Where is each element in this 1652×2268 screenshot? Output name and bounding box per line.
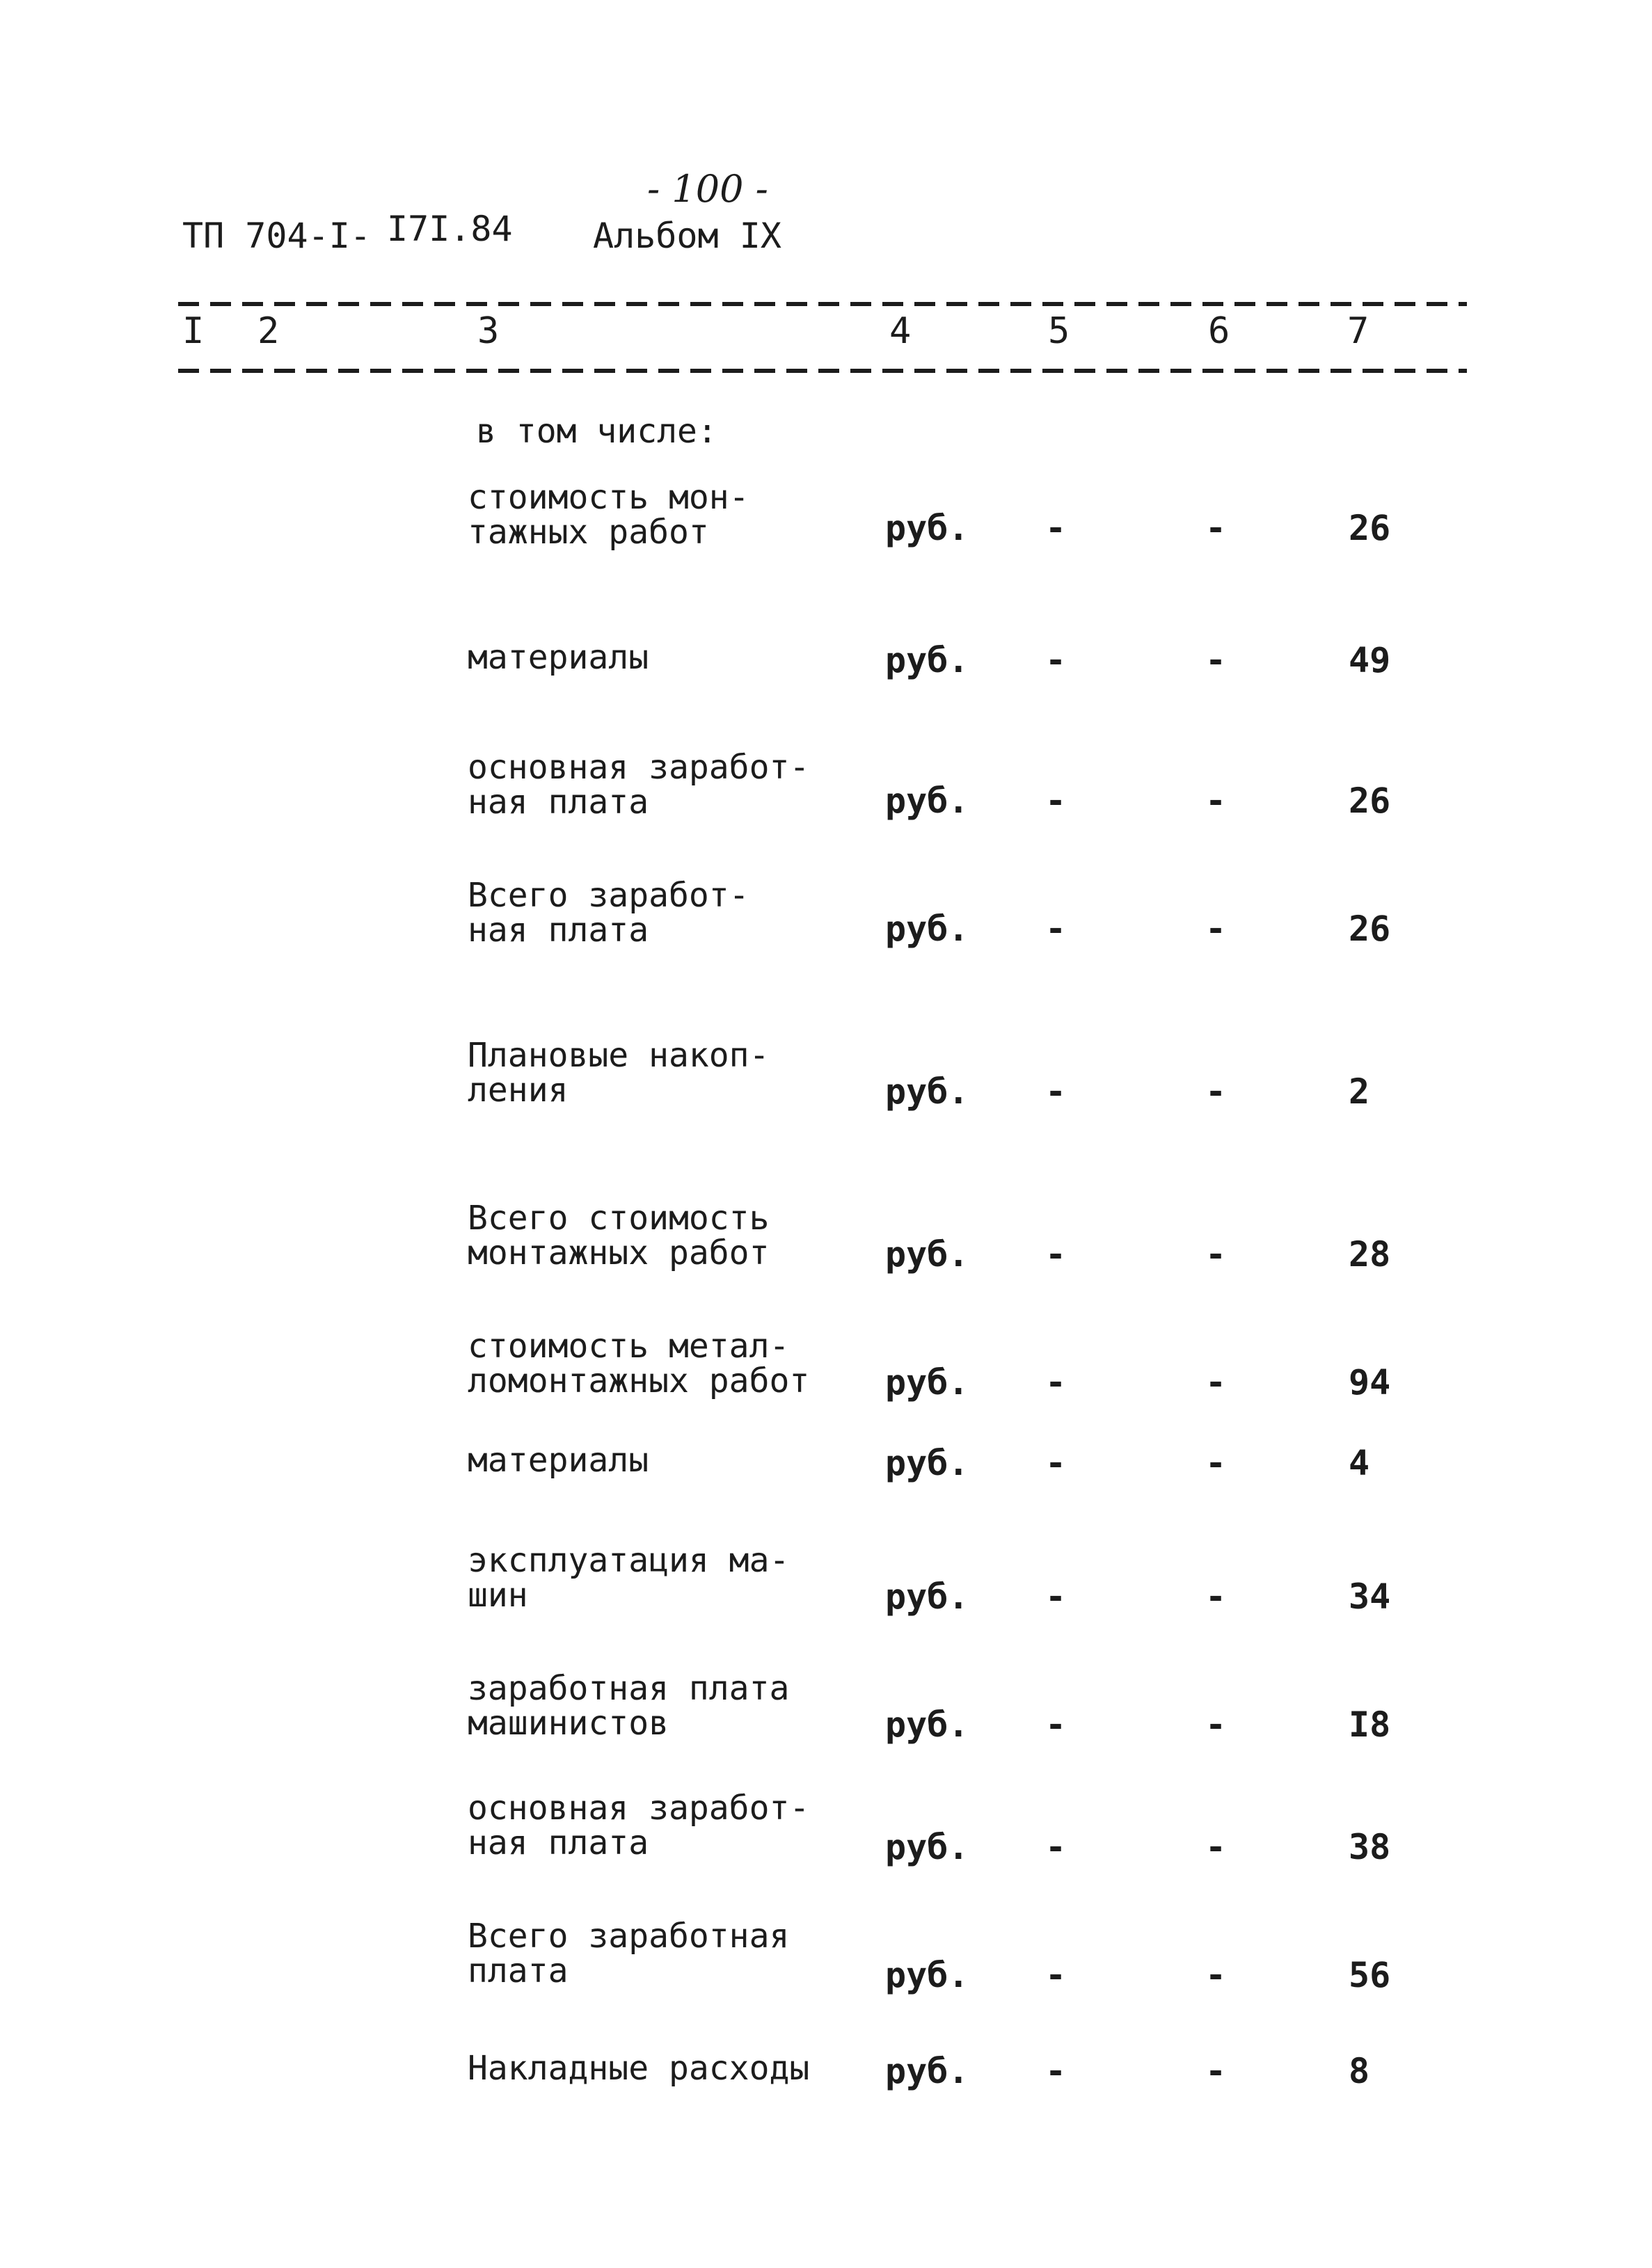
unit-cell: руб. (885, 909, 969, 949)
column-6-cell: - (1205, 1362, 1227, 1403)
column-number-5: 5 (1048, 310, 1070, 352)
value-cell: 56 (1349, 1955, 1391, 1995)
value-cell: I8 (1349, 1704, 1391, 1745)
column-5-cell: - (1045, 640, 1067, 680)
column-6-cell: - (1205, 1234, 1227, 1275)
unit-cell: руб. (885, 1362, 969, 1403)
document-number: I7I.84 (387, 209, 513, 249)
column-6-cell: - (1205, 1704, 1227, 1745)
value-cell: 26 (1349, 909, 1391, 949)
item-label: Всего стоимость монтажных работ (468, 1199, 770, 1272)
column-5-cell: - (1045, 1071, 1067, 1112)
column-5-cell: - (1045, 1576, 1067, 1617)
item-label: стоимость метал- ломонтажных работ (468, 1327, 810, 1400)
column-5-cell: - (1045, 1827, 1067, 1867)
unit-cell: руб. (885, 508, 969, 548)
value-cell: 4 (1349, 1443, 1370, 1483)
column-5-cell: - (1045, 2051, 1067, 2091)
item-label: Всего заработ- ная плата (468, 876, 749, 950)
document-code: ТП 704-I- (182, 216, 371, 256)
value-cell: 28 (1349, 1234, 1391, 1275)
intro-text: в том числе: (476, 412, 717, 451)
column-5-cell: - (1045, 508, 1067, 548)
item-label: Накладные расходы (468, 2049, 810, 2088)
column-5-cell: - (1045, 1362, 1067, 1403)
value-cell: 26 (1349, 781, 1391, 821)
column-6-cell: - (1205, 508, 1227, 548)
unit-cell: руб. (885, 1576, 969, 1617)
unit-cell: руб. (885, 1443, 969, 1483)
column-6-cell: - (1205, 1443, 1227, 1483)
unit-cell: руб. (885, 1827, 969, 1867)
column-number-7: 7 (1347, 310, 1369, 352)
column-5-cell: - (1045, 1234, 1067, 1275)
column-5-cell: - (1045, 1704, 1067, 1745)
column-5-cell: - (1045, 909, 1067, 949)
column-6-cell: - (1205, 1071, 1227, 1112)
value-cell: 49 (1349, 640, 1391, 680)
column-5-cell: - (1045, 1443, 1067, 1483)
column-number-1: I (182, 310, 205, 352)
item-label: Плановые накоп- ления (468, 1036, 770, 1110)
unit-cell: руб. (885, 1955, 969, 1995)
header-rule-bottom (178, 369, 1467, 373)
column-6-cell: - (1205, 2051, 1227, 2091)
unit-cell: руб. (885, 640, 969, 680)
column-number-3: 3 (477, 310, 500, 352)
unit-cell: руб. (885, 1071, 969, 1112)
header-rule-top (178, 302, 1467, 306)
item-label: основная заработ- ная плата (468, 748, 810, 822)
unit-cell: руб. (885, 1234, 969, 1275)
column-6-cell: - (1205, 640, 1227, 680)
value-cell: 34 (1349, 1576, 1391, 1617)
unit-cell: руб. (885, 1704, 969, 1745)
column-6-cell: - (1205, 909, 1227, 949)
column-6-cell: - (1205, 1576, 1227, 1617)
column-6-cell: - (1205, 781, 1227, 821)
album-label: Альбом IX (593, 216, 781, 256)
item-label: эксплуатация ма- шин (468, 1541, 790, 1615)
item-label: материалы (468, 638, 649, 677)
item-label: материалы (468, 1441, 649, 1480)
value-cell: 26 (1349, 508, 1391, 548)
unit-cell: руб. (885, 781, 969, 821)
item-label: Всего заработная плата (468, 1917, 790, 1990)
column-6-cell: - (1205, 1955, 1227, 1995)
page-number: - 100 - (647, 167, 768, 211)
value-cell: 38 (1349, 1827, 1391, 1867)
column-6-cell: - (1205, 1827, 1227, 1867)
value-cell: 2 (1349, 1071, 1370, 1112)
column-number-6: 6 (1208, 310, 1230, 352)
column-5-cell: - (1045, 781, 1067, 821)
item-label: заработная плата машинистов (468, 1669, 790, 1743)
column-5-cell: - (1045, 1955, 1067, 1995)
item-label: основная заработ- ная плата (468, 1789, 810, 1862)
value-cell: 8 (1349, 2051, 1370, 2091)
unit-cell: руб. (885, 2051, 969, 2091)
item-label: стоимость мон- тажных работ (468, 478, 749, 552)
column-number-2: 2 (257, 310, 280, 352)
value-cell: 94 (1349, 1362, 1391, 1403)
column-number-4: 4 (889, 310, 912, 352)
